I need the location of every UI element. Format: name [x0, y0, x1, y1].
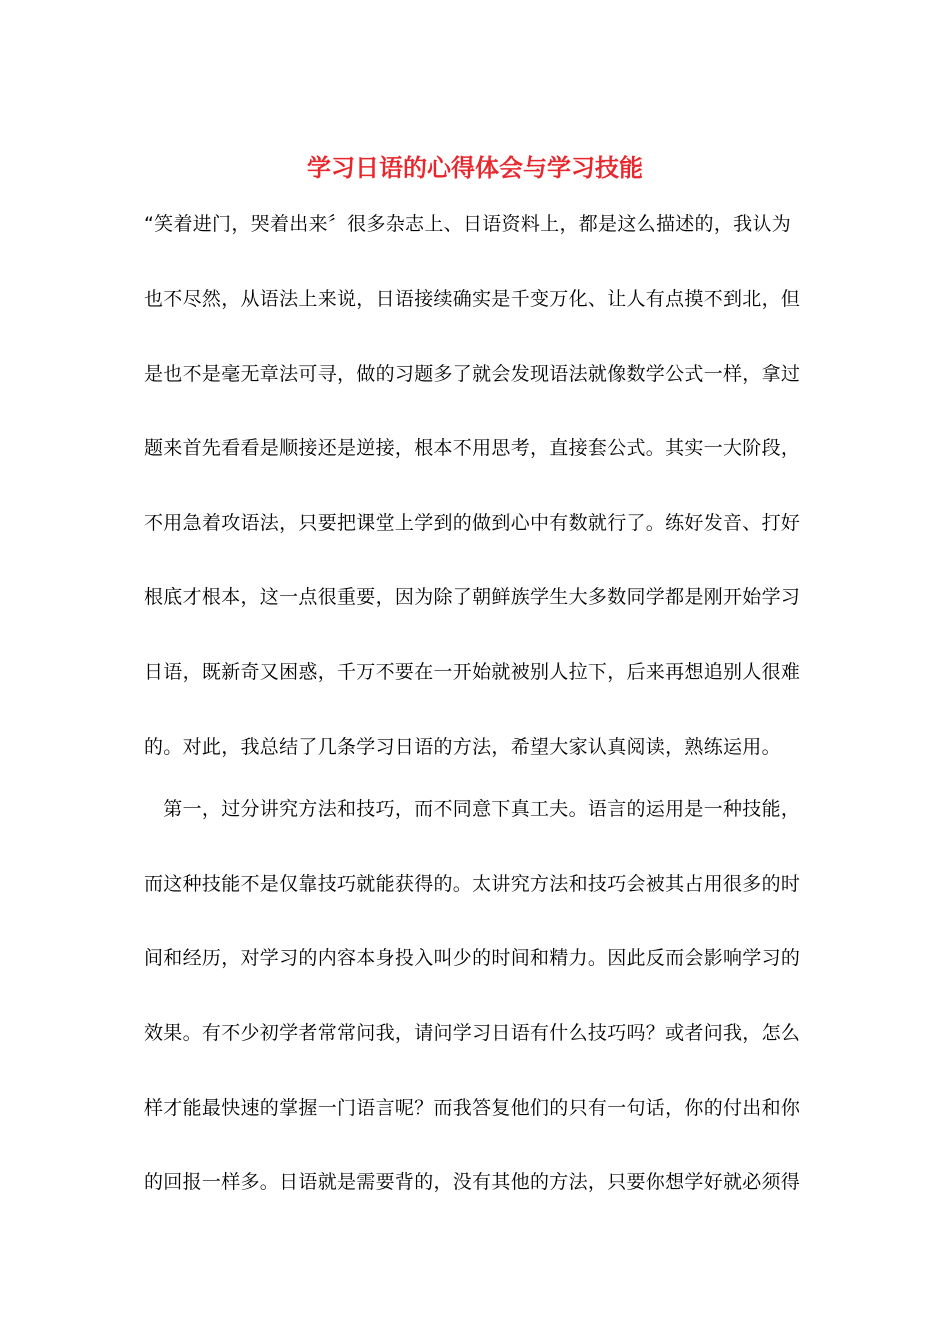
body-line-4: 题来首先看看是顺接还是逆接，根本不用思考，直接套公式。其实一大阶段，: [144, 437, 801, 459]
body-line-6: 根底才根本，这一点很重要，因为除了朝鲜族学生大多数同学都是刚开始学习: [144, 586, 801, 608]
body-line-13: 样才能最快速的掌握一门语言呢？而我答复他们的只有一句话，你的付出和你: [144, 1097, 801, 1119]
body-line-3: 是也不是毫无章法可寻，做的习题多了就会发现语法就像数学公式一样，拿过: [144, 363, 801, 385]
body-line-11: 间和经历，对学习的内容本身投入叫少的时间和精力。因此反而会影响学习的: [144, 947, 801, 969]
body-line-7: 日语，既新奇又困惑，千万不要在一开始就被别人拉下，后来再想追别人很难: [144, 661, 801, 683]
body-line-9: 第一，过分讲究方法和技巧，而不同意下真工夫。语言的运用是一种技能，: [144, 798, 801, 820]
body-line-8: 的。对此，我总结了几条学习日语的方法，希望大家认真阅读，熟练运用。: [144, 736, 781, 758]
body-line-5: 不用急着攻语法，只要把课堂上学到的做到心中有数就行了。练好发音、打好: [144, 512, 801, 534]
body-line-14: 的回报一样多。日语就是需要背的，没有其他的方法，只要你想学好就必须得: [144, 1171, 801, 1193]
document-title: 学习日语的心得体会与学习技能: [307, 154, 643, 182]
body-line-2: 也不尽然，从语法上来说，日语接续确实是千变万化、让人有点摸不到北，但: [144, 288, 801, 310]
body-line-1: “笑着进门，哭着出来〞很多杂志上、日语资料上，都是这么描述的，我认为: [144, 213, 792, 235]
body-line-12: 效果。有不少初学者常常问我，请问学习日语有什么技巧吗？或者问我，怎么: [144, 1022, 801, 1044]
body-line-10: 而这种技能不是仅靠技巧就能获得的。太讲究方法和技巧会被其占用很多的时: [144, 873, 801, 895]
